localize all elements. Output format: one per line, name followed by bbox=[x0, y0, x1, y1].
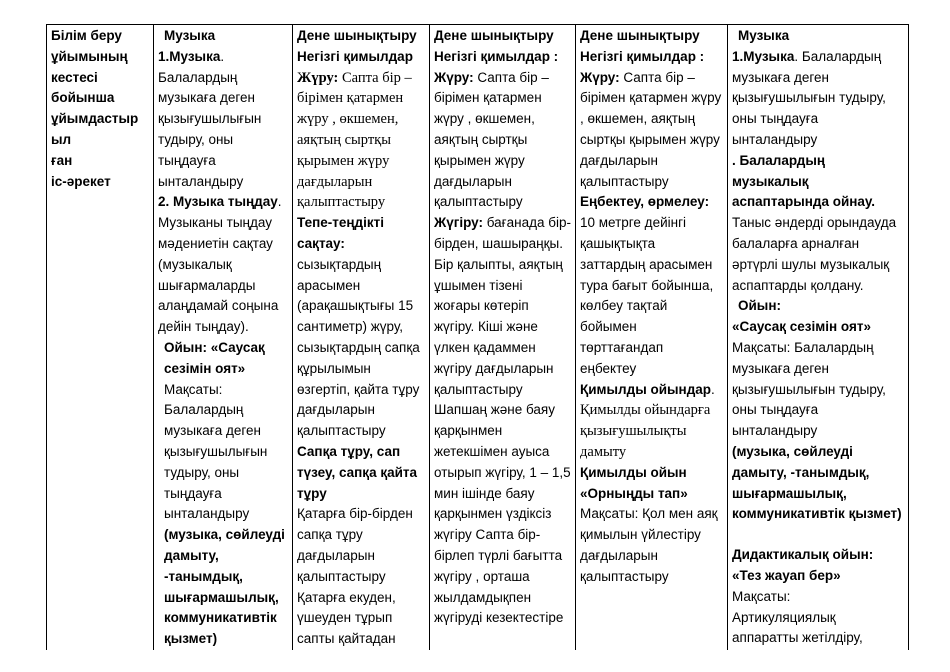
game-title: Қимылды ойын «Орныңды тап» bbox=[580, 464, 688, 501]
header-line: ыл bbox=[51, 131, 72, 147]
wednesday-pe-cell bbox=[430, 25, 576, 651]
balance-label: Тепе-теңдікті сақтау: bbox=[297, 215, 384, 251]
header-line: бойынша bbox=[51, 90, 115, 106]
crawl-label: Еңбектеу, өрмелеу: bbox=[580, 194, 710, 210]
line-label: Сапқа тұру, сап түзеу, сапқа қайта тұру bbox=[297, 443, 418, 501]
goal-label: Мақсаты: bbox=[164, 381, 223, 397]
page-bottom-margin bbox=[0, 650, 950, 672]
spacer bbox=[732, 525, 904, 545]
goal-text: Артикуляциялық аппаратты жетілдіру, bbox=[732, 609, 863, 646]
walk-paragraph: Жүру: Сапта бір –бірімен қатармен жүру , өкшемен, аяқтың сыртқы қырымен жүру дағдыларын қалыптастыру bbox=[297, 69, 412, 211]
header-line: іс-әрекет bbox=[51, 173, 111, 189]
didactic-heading: Дидактикалық ойын: bbox=[732, 547, 874, 563]
instruments-label: . Балалардың музыкалық аспаптарында ойнау. bbox=[732, 152, 875, 210]
subject-title: Дене шынықтыру Негізгі қимылдар : bbox=[580, 28, 705, 64]
walk-paragraph: Жүру: Сапта бір – бірімен қатармен жүру , өкшемен, аяқтың сыртқы қырымен жүру дағдыларын қалыптастыру bbox=[434, 69, 549, 210]
header-line: кестесі bbox=[51, 69, 98, 85]
game-title: «Саусақ сезімін оят» bbox=[732, 319, 871, 335]
header-line: ұйымының bbox=[51, 48, 128, 64]
game-heading: Ойын: bbox=[738, 298, 781, 314]
games-paragraph: Қимылды ойындар. Қимылды ойындарға қызығушылықты дамыту bbox=[580, 381, 715, 460]
monday-music-cell bbox=[154, 25, 293, 651]
run-paragraph: Жүгіру: бағанада бір-бірден, шашыраңқы. Бір қалыпты, аяқтың ұшымен тізені жоғары көтеріп жүгіру. Кіші және үлкен қадаммен жүгіру дағдыларын қалыптастыру Шапшаң және баяу қарқынмен жетекшімен ауыса отырып жүгіру, 1 – 1,5 мин ішінде баяу қарқынмен үздіксіз жүгіру Сапта бір-бірлеп түрлі бағытта жүгіру , орташа жылдамдықпен жүгіруді кезектестіре bbox=[434, 215, 571, 626]
subject-title: Музыка bbox=[164, 28, 216, 43]
line-text: Қатарға бір-бірден сапқа тұру дағдыларын қалыптастыру Қатарға екуден, үшеуден тұрып сапты қайтадан bbox=[297, 506, 413, 647]
goal-text: Мақсаты: Балалардың музыкаға деген қызығушылығын тудыру, оны тыңдауға ынталандыру bbox=[732, 339, 886, 439]
walk-paragraph: Жүру: Сапта бір – бірімен қатармен жүру , өкшемен, аяқтың сыртқы қырымен жүру дағдыларын қалыптастыру bbox=[580, 69, 722, 189]
friday-music-cell bbox=[728, 25, 909, 651]
goal-text: Балалардың музыкаға деген қызығушылығын тудыру, оны тыңдауға ынталандыру bbox=[164, 402, 268, 522]
subject-title: Музыка bbox=[738, 28, 790, 43]
listening-paragraph: 2. Музыка тыңдау. Музыканы тыңдау мәдениетін сақтау (музыкалық шығармаларды алаңдамай соңына дейін тыңдау). bbox=[158, 194, 282, 335]
table-row bbox=[47, 25, 909, 651]
activity-areas: (музыка, сөйлеуді дамыту, -танымдық, шығармашылық, коммуникативтік қызмет) bbox=[732, 443, 902, 522]
balance-text: сызықтардың арасымен (арақашықтығы 15 сантиметр) жүру, сызықтардың сапқа құрылымын өзгертіп, қайта тұру дағдыларын қалыптастыру bbox=[297, 256, 420, 439]
didactic-title: «Тез жауап бер» bbox=[732, 567, 841, 583]
crawl-text: 10 метрге дейінгі қашықтықта заттардың арасымен тура бағыт бойынша, көлбеу тақтай бойымен төрттағандап еңбектеу bbox=[580, 215, 714, 376]
instruments-text: Таныс әндерді орындауда балаларға арналған әртүрлі шулы музыкалық аспаптарды қолдану. bbox=[732, 215, 897, 293]
activity-header-cell bbox=[47, 25, 154, 651]
music-paragraph: 1.Музыка. Балалардың музыкаға деген қызығушылығын тудыру, оны тыңдауға ынталандыру bbox=[732, 48, 886, 147]
goal-text: Мақсаты: Қол мен аяқ қимылын үйлестіру дағдыларын қалыптастыру bbox=[580, 506, 718, 584]
activity-areas: (музыка, сөйлеуді дамыту, -танымдық, шығармашылық, коммуникативтік қызмет) bbox=[164, 527, 285, 647]
goal-label: Мақсаты: bbox=[732, 588, 791, 604]
game-title: Ойын: «Саусақ сезімін оят» bbox=[164, 339, 265, 376]
tuesday-pe-cell bbox=[293, 25, 430, 651]
subject-title: Дене шынықтыру Негізгі қимылдар bbox=[297, 28, 417, 64]
schedule-table bbox=[46, 24, 909, 651]
subject-title: Дене шынықтыру Негізгі қимылдар : bbox=[434, 28, 559, 64]
header-line: ған bbox=[51, 152, 73, 168]
music-paragraph: 1.Музыка. Балалардың музыкаға деген қызығушылығын тудыру, оны тыңдауға ынталандыру bbox=[158, 48, 262, 189]
header-line: Білім беру bbox=[51, 28, 122, 43]
header-line: ұйымдастыр bbox=[51, 111, 139, 127]
thursday-pe-cell bbox=[576, 25, 728, 651]
